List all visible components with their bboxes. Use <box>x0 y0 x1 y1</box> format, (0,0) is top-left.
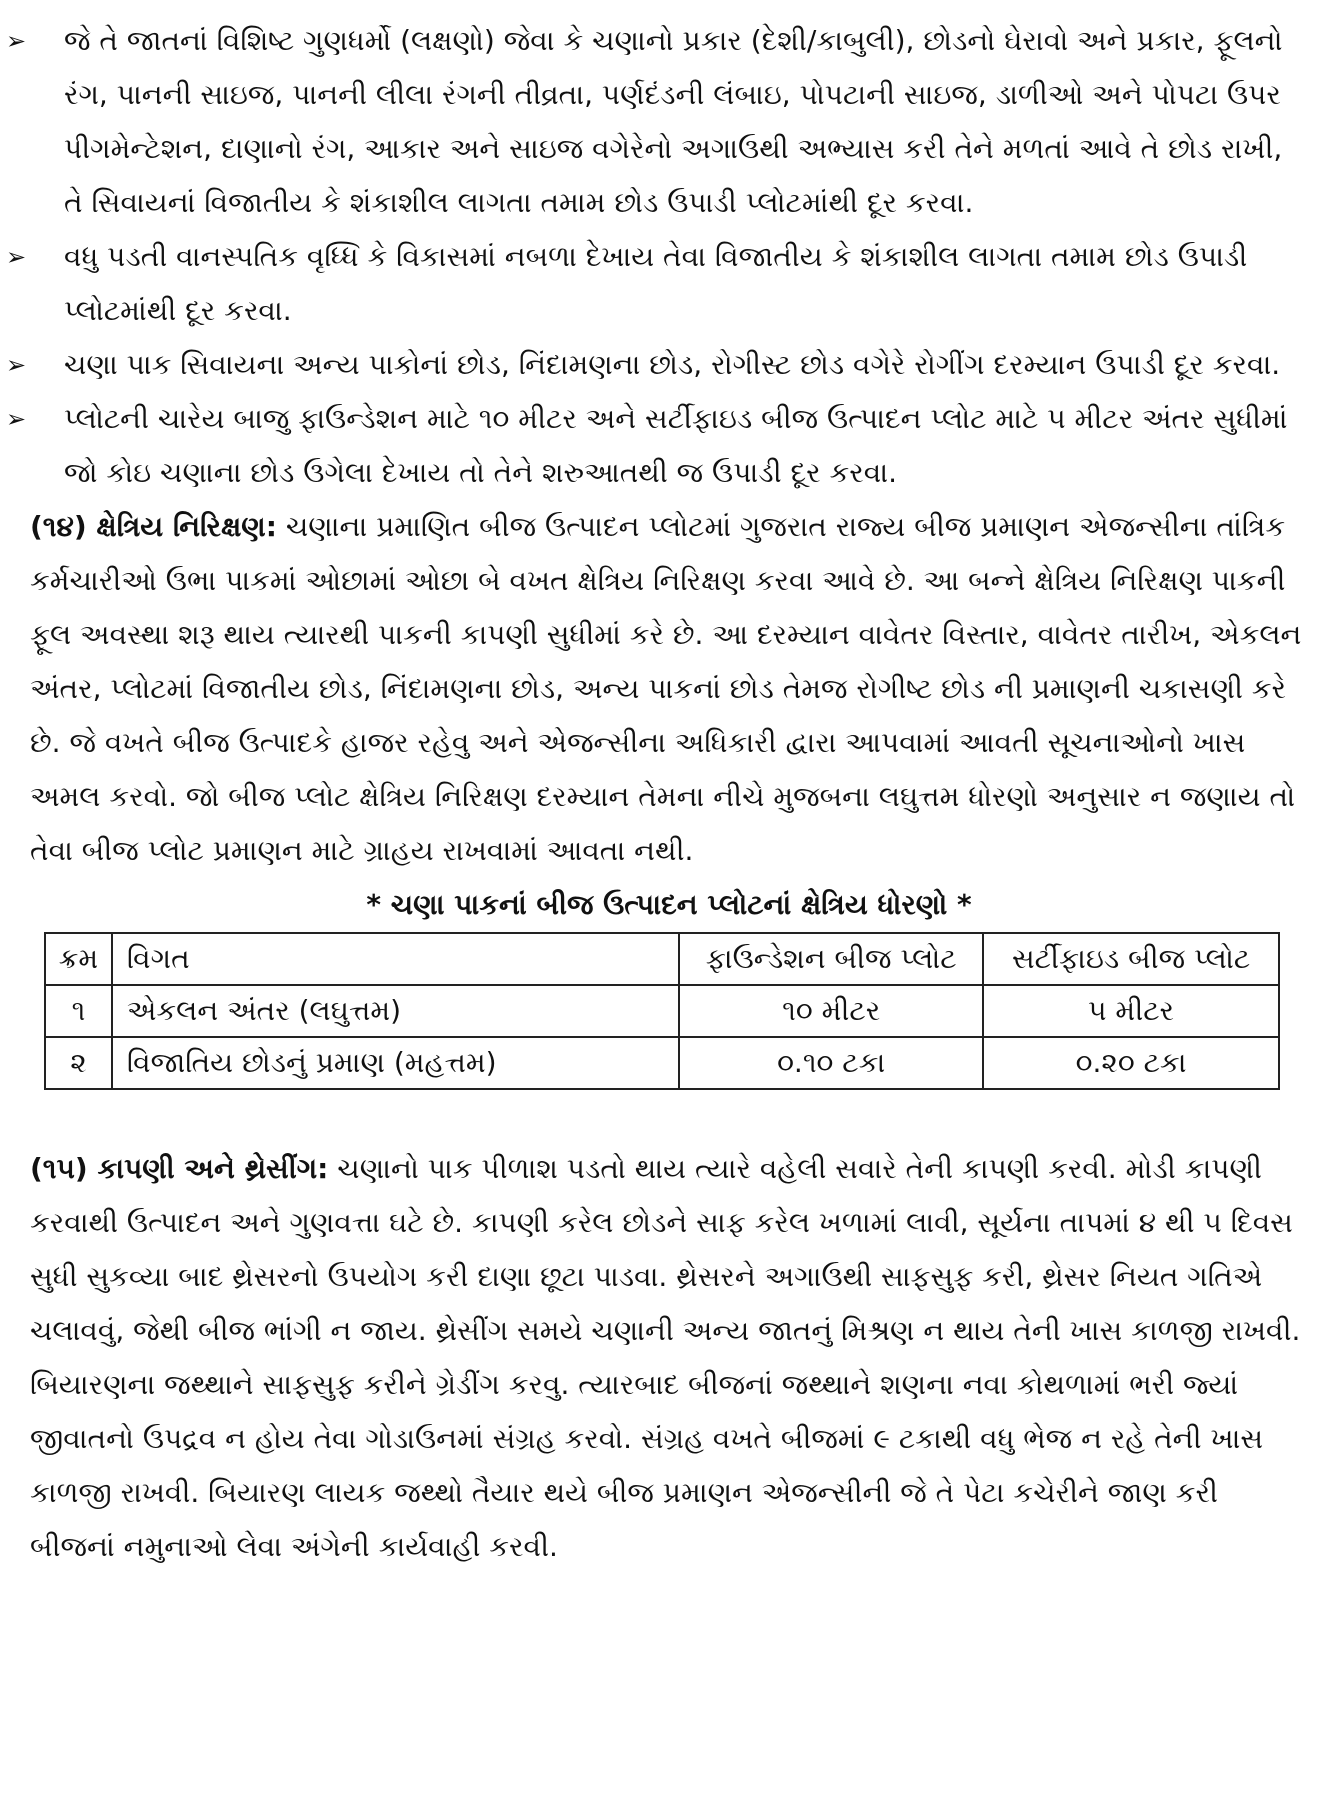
section-15-paragraph <box>6 1142 1308 1574</box>
section-14-text: ચણાના પ્રમાણિત બીજ ઉત્પાદન પ્લોટમાં ગુજરાત રાજ્ય બીજ પ્રમાણન એજન્સીના તાંત્રિક કર્મચારીઓ ઉભા પાકમાં ઓછામાં ઓછા બે વખત ક્ષેત્રિય નિરિક્ષણ કરવા આવે છે. આ બન્ને ક્ષેત્રિય નિરિક્ષણ પાકની ફૂલ અવસ્થા શરૂ થાય ત્યારથી પાકની કાપણી સુધીમાં કરે છે. આ દરમ્યાન વાવેતર વિસ્તાર, વાવેતર તારીખ, એકલન અંતર, પ્લોટમાં વિજાતીય છોડ, નિંદામણના છોડ, અન્ય પાકનાં છોડ તેમજ રોગીષ્ટ છોડ ની પ્રમાણની ચકાસણી કરે છે. જે વખતે બીજ ઉત્પાદકે હાજર રહેવુ અને એજન્સીના અધિકારી દ્વારા આપવામાં આવતી સૂચનાઓનો ખાસ અમલ કરવો. જો બીજ પ્લોટ ક્ષેત્રિય નિરિક્ષણ દરમ્યાન તેમના નીચે મુજબના લઘુત્તમ ધોરણો અનુસાર ન જણાય તો તેવા બીજ પ્લોટ પ્રમાણન માટે ગ્રાહય રાખવામાં આવતા નથી. <box>30 510 1302 867</box>
bullet-item <box>6 338 1308 392</box>
cell-foundation: ૧૦ મીટર <box>679 985 983 1037</box>
spacer <box>6 1090 1308 1142</box>
table-row <box>45 1037 1279 1089</box>
bullet-text: જે તે જાતનાં વિશિષ્ટ ગુણધર્મો (લક્ષણો) જેવા કે ચણાનો પ્રકાર (દેશી/કાબુલી), છોડનો ઘેરાવો અને પ્રકાર, ફૂલનો રંગ, પાનની સાઇજ, પાનની લીલા રંગની તીવ્રતા, પર્ણદંડની લંબાઇ, પોપટાની સાઇજ, ડાળીઓ અને પોપટા ઉપર પીગમેન્ટેશન, દાણાનો રંગ, આકાર અને સાઇજ વગેરેનો અગાઉથી અભ્યાસ કરી તેને મળતાં આવે તે છોડ રાખી, તે સિવાયનાં વિજાતીય કે શંકાશીલ લાગતા તમામ છોડ ઉપાડી પ્લોટમાંથી દૂર કરવા. <box>64 24 1283 219</box>
cell-certified: ૦.૨૦ ટકા <box>983 1037 1279 1089</box>
arrow-bullet-icon: ➢ <box>6 27 27 55</box>
table-title: * ચણા પાકનાં બીજ ઉત્પાદન પ્લોટનાં ક્ષેત્રિય ધોરણો * <box>366 888 972 921</box>
cell-foundation: ૦.૧૦ ટકા <box>679 1037 983 1089</box>
section-15-heading: (૧૫) કાપણી અને થ્રેસીંગ: <box>30 1152 329 1185</box>
section-14-paragraph <box>6 500 1308 878</box>
table-header-row <box>45 933 1279 985</box>
bullet-text: વધુ પડતી વાનસ્પતિક વૃધ્ધિ કે વિકાસમાં નબળા દેખાય તેવા વિજાતીય કે શંકાશીલ લાગતા તમામ છોડ ઉપાડી પ્લોટમાંથી દૂર કરવા. <box>64 240 1248 327</box>
header-detail: વિગત <box>112 933 679 985</box>
cell-detail: એકલન અંતર (લઘુત્તમ) <box>112 985 679 1037</box>
bullet-text: ચણા પાક સિવાયના અન્ય પાકોનાં છોડ, નિંદામણના છોડ, રોગીસ્ટ છોડ વગેરે રોગીંગ દરમ્યાન ઉપાડી દૂર કરવા. <box>64 348 1281 381</box>
header-foundation-plot: ફાઉન્ડેશન બીજ પ્લોટ <box>679 933 983 985</box>
header-certified-plot: સર્ટીફાઇડ બીજ પ્લોટ <box>983 933 1279 985</box>
cell-detail: વિજાતિય છોડનું પ્રમાણ (મહત્તમ) <box>112 1037 679 1089</box>
cell-certified: ૫ મીટર <box>983 985 1279 1037</box>
cell-serial: ૧ <box>45 985 112 1037</box>
field-standards-table <box>44 932 1280 1090</box>
bullet-text: પ્લોટની ચારેય બાજુ ફાઉન્ડેશન માટે ૧૦ મીટર અને સર્ટીફાઇડ બીજ ઉત્પાદન પ્લોટ માટે ૫ મીટર અંતર સુધીમાં જો કોઇ ચણાના છોડ ઉગેલા દેખાય તો તેને શરુઆતથી જ ઉપાડી દૂર કરવા. <box>64 402 1288 489</box>
arrow-bullet-icon: ➢ <box>6 405 27 433</box>
section-15-text: ચણાનો પાક પીળાશ પડતો થાય ત્યારે વહેલી સવારે તેની કાપણી કરવી. મોડી કાપણી કરવાથી ઉત્પાદન અને ગુણવત્તા ઘટે છે. કાપણી કરેલ છોડને સાફ કરેલ ખળામાં લાવી, સૂર્યના તાપમાં ૪ થી ૫ દિવસ સુધી સુકવ્યા બાદ થ્રેસરનો ઉપયોગ કરી દાણા છૂટા પાડવા. થ્રેસરને અગાઉથી સાફસુફ કરી, થ્રેસર નિયત ગતિએ ચલાવવું, જેથી બીજ ભાંગી ન જાય. થ્રેસીંગ સમયે ચણાની અન્ય જાતનું મિશ્રણ ન થાય તેની ખાસ કાળજી રાખવી. બિયારણના જથ્થાને સાફસુફ કરીને ગ્રેડીંગ કરવુ. ત્યારબાદ બીજનાં જથ્થાને શણના નવા કોથળામાં ભરી જ્યાં જીવાતનો ઉપદ્રવ ન હોય તેવા ગોડાઉનમાં સંગ્રહ કરવો. સંગ્રહ વખતે બીજમાં ૯ ટકાથી વધુ ભેજ ન રહે તેની ખાસ કાળજી રાખવી. બિયારણ લાયક જથ્થો તૈયાર થયે બીજ પ્રમાણન એજન્સીની જે તે પેટા કચેરીને જાણ કરી બીજનાં નમુનાઓ લેવા અંગેની કાર્યવાહી કરવી. <box>30 1152 1301 1563</box>
arrow-bullet-icon: ➢ <box>6 243 27 271</box>
bullet-item <box>6 230 1308 338</box>
table-row <box>45 985 1279 1037</box>
section-14-heading: (૧૪) ક્ષેત્રિય નિરિક્ષણ: <box>30 510 277 543</box>
cell-serial: ૨ <box>45 1037 112 1089</box>
arrow-bullet-icon: ➢ <box>6 351 27 379</box>
header-serial: ક્રમ <box>45 933 112 985</box>
bullet-item <box>6 392 1308 500</box>
bullet-item <box>6 14 1308 230</box>
